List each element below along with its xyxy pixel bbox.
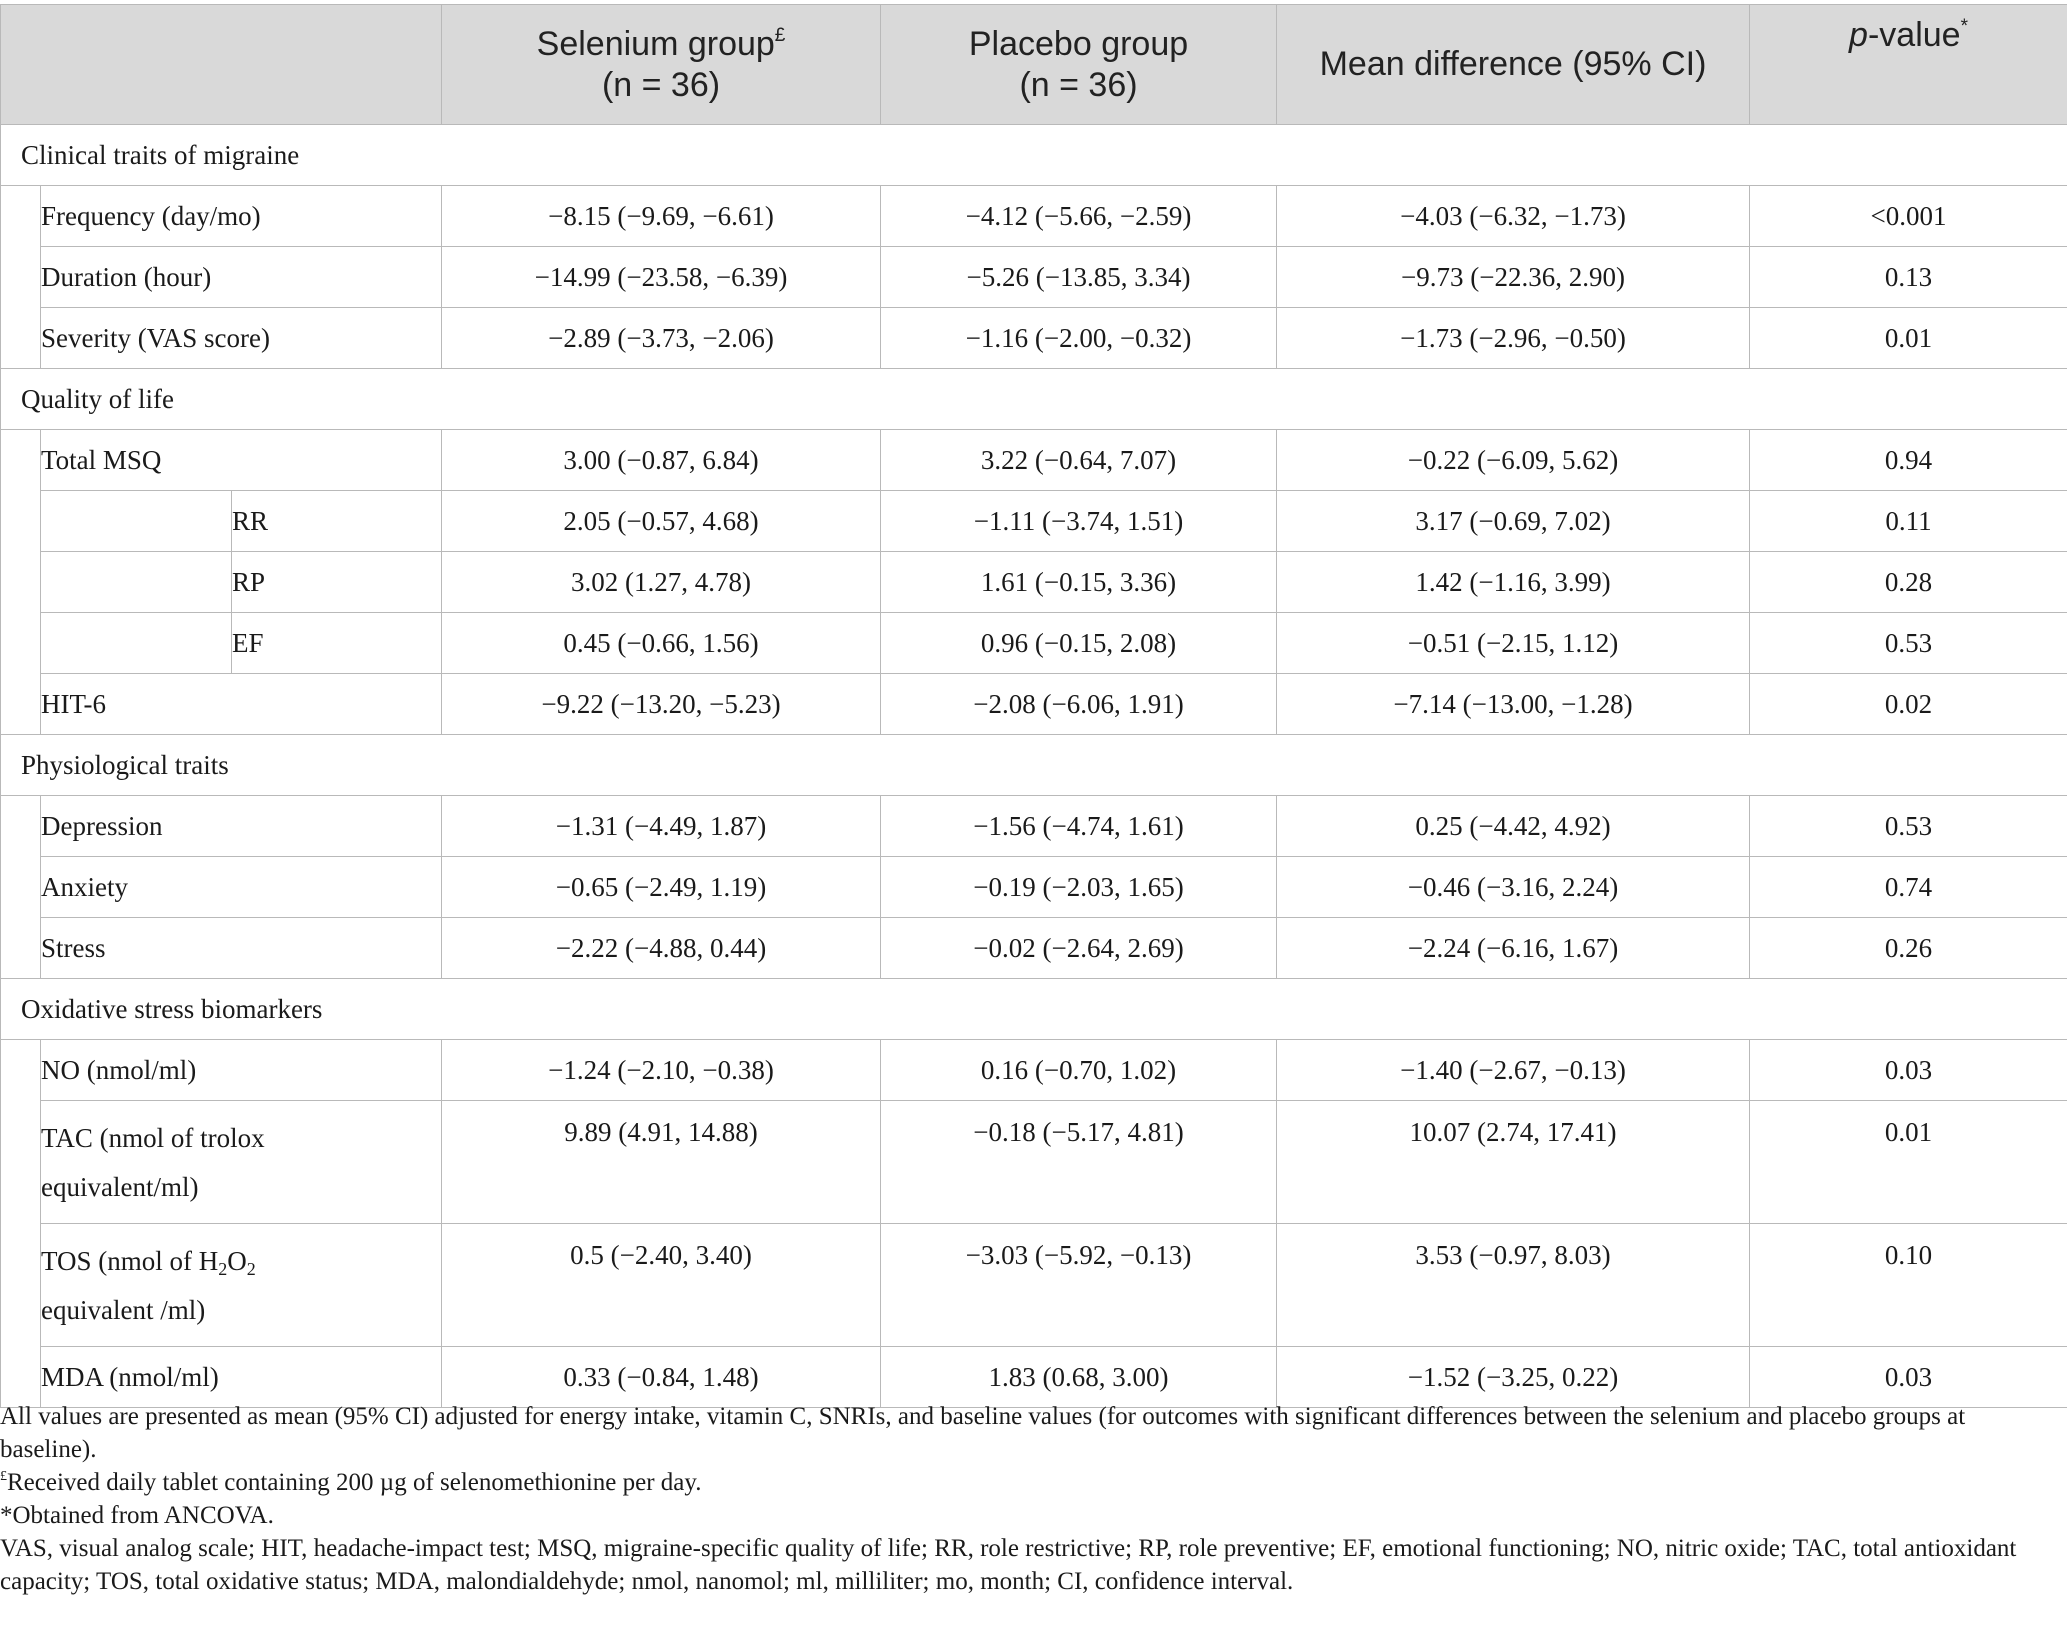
table-row bbox=[1, 1224, 2067, 1347]
selenium-value: 3.00 (−0.87, 6.84) bbox=[442, 430, 881, 491]
placebo-value: 0.16 (−0.70, 1.02) bbox=[881, 1040, 1277, 1101]
p-value: 0.26 bbox=[1750, 918, 2067, 979]
placebo-value: −1.11 (−3.74, 1.51) bbox=[881, 491, 1277, 552]
indent-cell bbox=[1, 796, 41, 979]
placebo-value: −1.56 (−4.74, 1.61) bbox=[881, 796, 1277, 857]
selenium-value: −9.22 (−13.20, −5.23) bbox=[442, 674, 881, 735]
table-row bbox=[1, 308, 2067, 369]
header-blank-cell bbox=[1, 5, 442, 125]
placebo-value: −4.12 (−5.66, −2.59) bbox=[881, 186, 1277, 247]
table-row bbox=[1, 247, 2067, 308]
table-row bbox=[1, 674, 2067, 735]
header-pvalue-p: p bbox=[1849, 16, 1868, 54]
selenium-value: 9.89 (4.91, 14.88) bbox=[442, 1101, 881, 1224]
p-value: 0.28 bbox=[1750, 552, 2067, 613]
placebo-value: −0.02 (−2.64, 2.69) bbox=[881, 918, 1277, 979]
selenium-value: −1.24 (−2.10, −0.38) bbox=[442, 1040, 881, 1101]
header-selenium-label: Selenium group bbox=[536, 24, 775, 63]
mean-diff-value: −7.14 (−13.00, −1.28) bbox=[1277, 674, 1750, 735]
mean-diff-value: 3.53 (−0.97, 8.03) bbox=[1277, 1224, 1750, 1347]
p-value: 0.53 bbox=[1750, 613, 2067, 674]
header-pvalue bbox=[1750, 5, 2067, 125]
mean-diff-value: 3.17 (−0.69, 7.02) bbox=[1277, 491, 1750, 552]
p-value: 0.02 bbox=[1750, 674, 2067, 735]
footnote-adjustment: All values are presented as mean (95% CI) adjusted for energy intake, vitamin C, SNRIs, and baseline values (for outcomes with significant differences between the selenium and placebo groups at baseline). bbox=[0, 1403, 1966, 1463]
row-label: Frequency (day/mo) bbox=[41, 186, 442, 247]
mean-diff-value: 10.07 (2.74, 17.41) bbox=[1277, 1101, 1750, 1224]
selenium-value: 2.05 (−0.57, 4.68) bbox=[442, 491, 881, 552]
mean-diff-value: −0.51 (−2.15, 1.12) bbox=[1277, 613, 1750, 674]
selenium-value: −0.65 (−2.49, 1.19) bbox=[442, 857, 881, 918]
p-value: <0.001 bbox=[1750, 186, 2067, 247]
p-value: 0.94 bbox=[1750, 430, 2067, 491]
row-label-mid: O bbox=[227, 1246, 247, 1276]
header-selenium-n: (n = 36) bbox=[601, 65, 721, 104]
placebo-value: 1.83 (0.68, 3.00) bbox=[881, 1347, 1277, 1408]
header-pvalue-rest: -value bbox=[1867, 16, 1961, 54]
header-row bbox=[1, 5, 2067, 125]
footnotes bbox=[0, 1400, 2060, 1598]
table-row bbox=[1, 1040, 2067, 1101]
header-selenium bbox=[442, 5, 881, 125]
row-label bbox=[41, 1101, 442, 1224]
placebo-value: 1.61 (−0.15, 3.36) bbox=[881, 552, 1277, 613]
placebo-value: −0.19 (−2.03, 1.65) bbox=[881, 857, 1277, 918]
selenium-value: 0.45 (−0.66, 1.56) bbox=[442, 613, 881, 674]
p-value: 0.74 bbox=[1750, 857, 2067, 918]
selenium-value: −2.89 (−3.73, −2.06) bbox=[442, 308, 881, 369]
section-qol: Quality of life bbox=[1, 369, 2067, 430]
mean-diff-value: 0.25 (−4.42, 4.92) bbox=[1277, 796, 1750, 857]
mean-diff-value: −0.46 (−3.16, 2.24) bbox=[1277, 857, 1750, 918]
row-label-line2: equivalent /ml) bbox=[41, 1295, 206, 1325]
mean-diff-value: −1.40 (−2.67, −0.13) bbox=[1277, 1040, 1750, 1101]
placebo-value: −5.26 (−13.85, 3.34) bbox=[881, 247, 1277, 308]
header-placebo bbox=[881, 5, 1277, 125]
row-label: EF bbox=[232, 613, 442, 674]
row-label: Severity (VAS score) bbox=[41, 308, 442, 369]
p-value: 0.03 bbox=[1750, 1347, 2067, 1408]
row-label bbox=[41, 1224, 442, 1347]
row-label: Duration (hour) bbox=[41, 247, 442, 308]
p-value: 0.11 bbox=[1750, 491, 2067, 552]
selenium-value: −1.31 (−4.49, 1.87) bbox=[442, 796, 881, 857]
section-physiological: Physiological traits bbox=[1, 735, 2067, 796]
selenium-value: 3.02 (1.27, 4.78) bbox=[442, 552, 881, 613]
row-label-line1: TAC (nmol of trolox bbox=[41, 1123, 265, 1153]
row-label: NO (nmol/ml) bbox=[41, 1040, 442, 1101]
row-label: Depression bbox=[41, 796, 442, 857]
selenium-value: 0.5 (−2.40, 3.40) bbox=[442, 1224, 881, 1347]
indent-cell bbox=[1, 430, 41, 735]
table-row bbox=[1, 918, 2067, 979]
table-row bbox=[1, 613, 2067, 674]
placebo-value: 0.96 (−0.15, 2.08) bbox=[881, 613, 1277, 674]
pound-mark: £ bbox=[0, 1469, 7, 1484]
indent-cell bbox=[1, 1040, 41, 1408]
selenium-value: −14.99 (−23.58, −6.39) bbox=[442, 247, 881, 308]
mean-diff-value: −2.24 (−6.16, 1.67) bbox=[1277, 918, 1750, 979]
placebo-value: −1.16 (−2.00, −0.32) bbox=[881, 308, 1277, 369]
header-mean-difference bbox=[1277, 5, 1750, 125]
pound-mark: £ bbox=[774, 24, 786, 46]
table-row bbox=[1, 186, 2067, 247]
row-label: Stress bbox=[41, 918, 442, 979]
table-row bbox=[1, 491, 2067, 552]
section-oxidative: Oxidative stress biomarkers bbox=[1, 979, 2067, 1040]
empty-cell bbox=[41, 491, 232, 552]
section-row bbox=[1, 735, 2067, 796]
table-row bbox=[1, 1101, 2067, 1224]
selenium-value: 0.33 (−0.84, 1.48) bbox=[442, 1347, 881, 1408]
section-row bbox=[1, 125, 2067, 186]
empty-cell bbox=[41, 613, 232, 674]
row-label: Anxiety bbox=[41, 857, 442, 918]
footnote-selenium-dose bbox=[0, 1466, 2060, 1499]
footnote-selenium-dose-text: Received daily tablet containing 200 µg of selenomethionine per day. bbox=[7, 1469, 702, 1496]
placebo-value: 3.22 (−0.64, 7.07) bbox=[881, 430, 1277, 491]
empty-cell bbox=[41, 552, 232, 613]
selenium-value: −8.15 (−9.69, −6.61) bbox=[442, 186, 881, 247]
table-row bbox=[1, 1347, 2067, 1408]
subscript: 2 bbox=[218, 1259, 228, 1279]
placebo-value: −3.03 (−5.92, −0.13) bbox=[881, 1224, 1277, 1347]
table-row bbox=[1, 857, 2067, 918]
mean-diff-value: 1.42 (−1.16, 3.99) bbox=[1277, 552, 1750, 613]
row-label: Total MSQ bbox=[41, 430, 442, 491]
subscript: 2 bbox=[246, 1259, 256, 1279]
row-label: HIT-6 bbox=[41, 674, 442, 735]
p-value: 0.10 bbox=[1750, 1224, 2067, 1347]
footnote-ancova: *Obtained from ANCOVA. bbox=[0, 1502, 274, 1529]
p-value: 0.53 bbox=[1750, 796, 2067, 857]
p-value: 0.01 bbox=[1750, 1101, 2067, 1224]
p-value: 0.01 bbox=[1750, 308, 2067, 369]
indent-cell bbox=[1, 186, 41, 369]
header-placebo-n: (n = 36) bbox=[1019, 65, 1138, 104]
table-row bbox=[1, 552, 2067, 613]
section-row bbox=[1, 979, 2067, 1040]
section-clinical: Clinical traits of migraine bbox=[1, 125, 2067, 186]
mean-diff-value: −9.73 (−22.36, 2.90) bbox=[1277, 247, 1750, 308]
section-row bbox=[1, 369, 2067, 430]
mean-diff-value: −1.52 (−3.25, 0.22) bbox=[1277, 1347, 1750, 1408]
placebo-value: −2.08 (−6.06, 1.91) bbox=[881, 674, 1277, 735]
row-label: MDA (nmol/ml) bbox=[41, 1347, 442, 1408]
placebo-value: −0.18 (−5.17, 4.81) bbox=[881, 1101, 1277, 1224]
row-label: RP bbox=[232, 552, 442, 613]
mean-diff-value: −4.03 (−6.32, −1.73) bbox=[1277, 186, 1750, 247]
mean-diff-value: −1.73 (−2.96, −0.50) bbox=[1277, 308, 1750, 369]
row-label: RR bbox=[232, 491, 442, 552]
table-row bbox=[1, 796, 2067, 857]
mean-diff-value: −0.22 (−6.09, 5.62) bbox=[1277, 430, 1750, 491]
selenium-value: −2.22 (−4.88, 0.44) bbox=[442, 918, 881, 979]
p-value: 0.03 bbox=[1750, 1040, 2067, 1101]
row-label-pre: TOS (nmol of H bbox=[41, 1246, 219, 1276]
asterisk-mark: * bbox=[1960, 16, 1968, 37]
footnote-abbreviations: VAS, visual analog scale; HIT, headache-impact test; MSQ, migraine-specific quality of life; RR, role restrictive; RP, role preventive; EF, emotional functioning; NO, nitric oxide; TAC, total antioxidant capacity; TOS, total oxidative status; MDA, malondialdehyde; nmol, nanomol; ml, milliliter; mo, month; CI, confidence interval. bbox=[0, 1535, 2017, 1595]
header-placebo-label: Placebo group bbox=[968, 24, 1189, 63]
row-label-line2: equivalent/ml) bbox=[41, 1172, 199, 1202]
results-table bbox=[0, 4, 2067, 1408]
p-value: 0.13 bbox=[1750, 247, 2067, 308]
table-row bbox=[1, 430, 2067, 491]
header-mean-difference-label: Mean difference (95% CI) bbox=[1319, 45, 1707, 83]
